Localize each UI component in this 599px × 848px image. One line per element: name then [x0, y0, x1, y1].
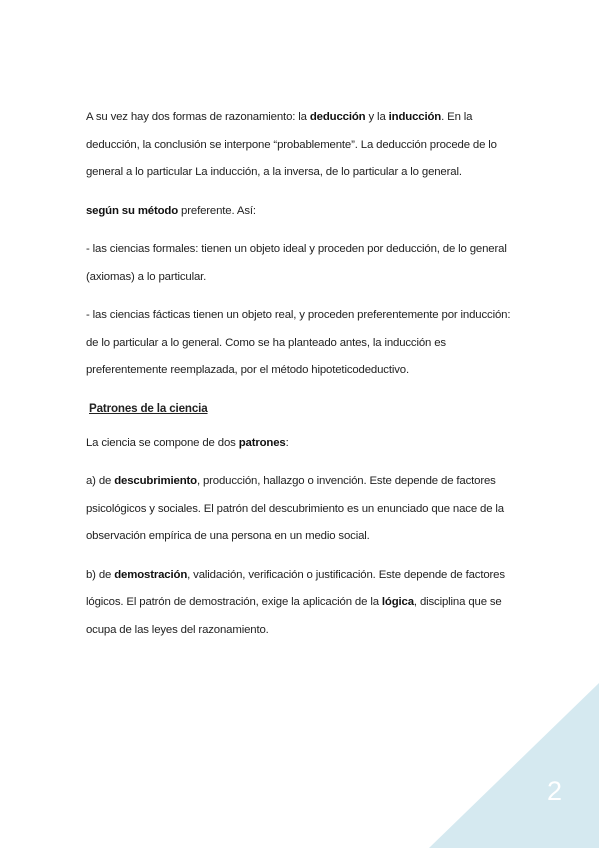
paragraph-method [86, 198, 518, 226]
bold-term: deducción [309, 111, 366, 123]
paragraph-factual-sciences: - las ciencias fácticas tienen un objeto real, y proceden preferentemente por inducción: de lo particular a lo general. Como se ha planteado antes, la inducción es preferentemente reemplazada, por el método hipoteticodeductivo. [86, 309, 511, 376]
text-span: . En la deducción, la conclusión se interpone “probablemente”. La deducción procede de lo general a lo particular La inducción, a la inversa, de lo particular a lo general. [86, 111, 497, 178]
text-span: y la [365, 111, 389, 123]
page-body [86, 104, 518, 655]
text-span: , disciplina que se ocupa de las leyes del razonamiento. [86, 596, 502, 636]
section-heading: Patrones de la ciencia [89, 401, 208, 415]
paragraph-reasoning-forms [86, 104, 518, 187]
bold-term: lógica [381, 596, 414, 608]
corner-decoration [429, 683, 599, 848]
paragraph-formal-sciences: - las ciencias formales: tienen un objeto ideal y proceden por deducción, de lo general (axiomas) a lo particular. [86, 243, 507, 283]
bold-term: descubrimiento [114, 475, 197, 487]
text-span: A su vez hay dos formas de razonamiento: la [86, 111, 310, 123]
text-span: La ciencia se compone de dos [86, 436, 239, 449]
bold-term: patrones [238, 436, 286, 449]
paragraph-demonstration [86, 562, 518, 645]
paragraph-patterns-intro [86, 430, 518, 458]
text-span: : [285, 436, 289, 449]
bold-term: según su método [86, 204, 179, 217]
text-span: preferente. Así: [178, 204, 256, 217]
text-span: , validación, verificación o justificación. Este depende de factores lógicos. El patrón de demostración, exige la aplicación de la [86, 568, 505, 608]
text-span: b) de [86, 568, 115, 581]
text-span: , producción, hallazgo o invención. Este depende de factores psicológicos y sociales. El patrón del descubrimiento es un enunciado que nace de la observación empírica de una persona en un medio social. [86, 475, 504, 542]
bold-term: inducción [388, 111, 442, 123]
bold-term: demostración [114, 568, 188, 581]
paragraph-discovery [86, 468, 518, 551]
page-number: 2 [547, 776, 563, 806]
text-span: a) de [86, 475, 115, 487]
